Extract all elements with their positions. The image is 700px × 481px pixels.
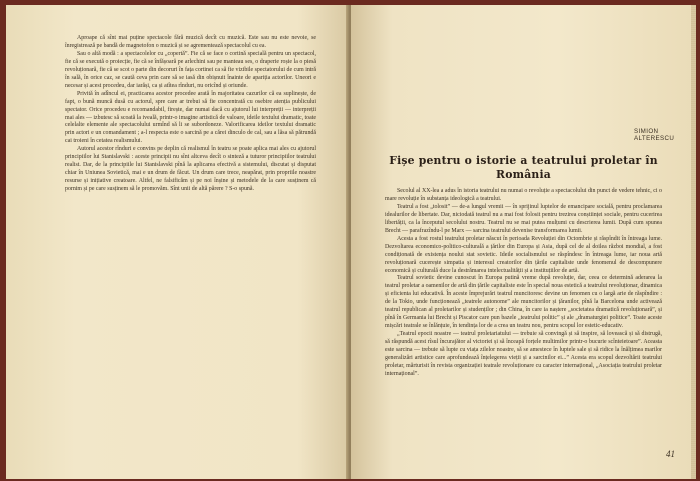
left-page-body xyxy=(65,35,316,194)
left-page xyxy=(6,5,349,479)
right-paragraph: Acesta a fost rostul teatrului proletar născut în perioada Revoluției din Octombrie și răspîndit în întreaga lume. Dezvoltarea economico-politico-culturală a țărilor din Europa și Asia, după cel de al doilea război mondial, a fost condiționată de existența noului stat sovietic. Ideile socialismului se răspîndesc în întreaga lume, iar noua artă revoluționară cucerește simpatia și interesul creatorilor din țările capitaliste unde fenomenul de descompunere economică și culturală duce la destrămarea intelectualității și a instituțiilor de artă. xyxy=(385,235,662,274)
article-title: Fișe pentru o istorie a teatrului proletar în România xyxy=(389,154,658,181)
book-spread xyxy=(6,5,696,479)
right-page xyxy=(351,5,696,479)
left-paragraph: Autorul acestor rînduri e convins pe deplin că realismul în teatru se poate aplica mai ales cu ajutorul principiilor lui Stanislavski : aceste principii nu sînt altceva decît o sinteză a tuturor principiilor teatrului realist. Dar, de la principiile lui Stanislavski pînă la aplicarea efectivă a sistemului, discutat și disputat chiar în Uniunea Sovietică, mai e un drum de făcut. Un drum care trece, neapărat, prin propriile noastre resurse și inițiative creatoare. Altfel, ne falsificăm și pe noi înșine și metodele de la care susținem că pornim și pe care susținem să le promovăm. Sînt unii de altă părere ? S-o spună. xyxy=(65,146,316,193)
right-paragraph: „Teatrul epocii noastre — teatrul proletariatului — trebuie să convingă și să inspire, să lovească și să distrugă, să răspundă acest rîsul încurajător al victoriei și să înceapă forțele multimilor printr-o bucurie scînteietoare”. Aceasta este sarcina — trebuie să lupte cu viața zilelor noastre, să se amestece în luptele sale și să ridice la înălțimea marilor generalizări artistice care aprofundează înțelegerea vieții și a sarcinilor ei...” Acesta era scopul dezvoltării teatrului proletar, mărturisit în revista organizației teatrale revoluționare cu caracter internațional, „Asociația teatrului proletar internațional”. xyxy=(385,331,662,377)
right-page-body xyxy=(385,188,662,379)
right-paragraph: Secolul al XX-lea a adus în istoria teatrului nu numai o revoluție a spectacolului din punct de vedere tehnic, ci o mare revoluție în substanța ideologică a teatrului. xyxy=(385,188,662,202)
right-paragraph: Teatrul a fost „tolosit” — de-a lungul vremii — în sprijinul luptelor de emancipare socială, pentru proclamarea idealurilor de libertate. Dar, niciodată teatrul nu a mai fost folosit pentru trezirea conștiinței sociale, pentru cucerirea libertății, ca la începutul secolului nostru. Teatrul nu se mai putea mulțumi cu descrierea lumii. După cum spunea Brecht — parafrazîndu-l pe Marx — sarcina teatrului devenise transformarea lumii. xyxy=(385,203,662,234)
left-paragraph: Sau o altă modă : a spectacolelor cu „copertă”. Fie că se face o cortină specială pentru un spectacol, fie că se execută o proiecție, fie că se înfășoară pe arlechini sau pe manteau ses, o draperie roșie la o piesă revoluționară, fie că se scot o parte din decoruri în fața cortinei ca să fie vizibile spectatorului de cum intră în sală, în orice caz, se caută ceva prin care să se iasă din obișnuit înainte de apariția actorilor. Uneori e necesar și acest procedeu, dar iarăși, ca și atîtea rînduri, nu oricînd și oriunde. xyxy=(65,50,316,89)
page-number: 41 xyxy=(666,449,675,459)
left-paragraph: Aproape că sînt mai puține spectacole fără muzică decît cu muzică. Este sau nu este nevoie, se înregistrează pe bandă de magnetofon o muzică și se agrementează spectacolul cu ea. xyxy=(65,35,316,49)
right-paragraph: Teatrul sovietic devine cunoscut în Europa putină vreme după revoluție, dar, ceea ce determină aderarea la teatrul proletar a oamenilor de artă din țările capitaliste este în special noua estetică a teatrului revoluționar, dinamica și eficienta lui educativă. În aceste împrejurări teatrul muncitoresc devine un fenomen cu o largă arie de răspîndire : de la Tokio, unde funcționează „teatrele autonome” ale muncitorilor și țăranilor, pînă la Barcelona unde activează teatrul republican al proletarilor și studenților ; din China, în care ia naștere „societatea dramatică revoluționară”, și pînă în Germania lui Brecht și Piscator care pun bazele „teatrului politic” și ale „dramaturgiei politice”. Toate aceste mișcări teatrale se înlănțuie, în tendința lor de a crea un teatru nou, pentru scopul lor estetic-educativ. xyxy=(385,275,662,330)
left-paragraph: Privită în adîncul ei, practicarea acestor procedee arată în majoritatea cazurilor că ea suplinește, de fapt, o bună muncă dusă cu actorul, spre care ar trebui să fie concentrată cu osebire atenția publicului spectator. Orice procedeu e recomandabil, firește, dar numai dacă cu ajutorul lui interpreții — interpreții mai ales — izbutesc să scoată la iveală, printr-o imagine artistică de valoare, ideile textului dramatic, toate celelalte elemente ale spectacolului urmînd să li se subordoneze. Valorificarea ideilor textului dramatic prin actori e un comandament ; a-l respecta este o sarcină pe a cărei dinculo de cal, sau a lăsa să pătrundă cai troieni în cetatea realismului. xyxy=(65,90,316,145)
article-author: SIMION ALTERESCU xyxy=(634,128,675,142)
page-edges xyxy=(691,5,696,479)
